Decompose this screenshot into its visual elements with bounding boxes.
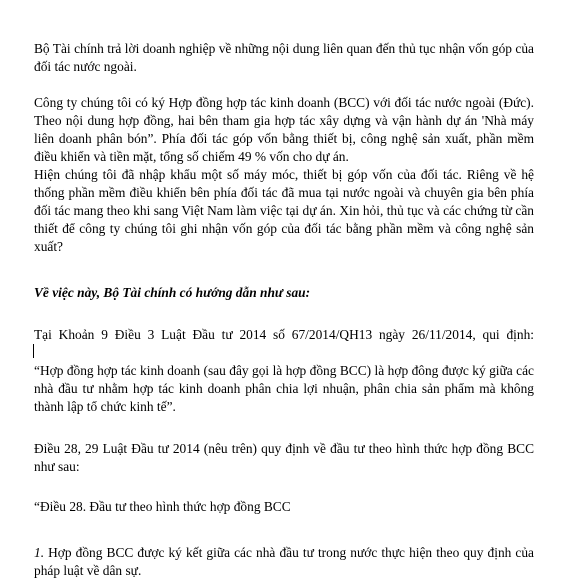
text-cursor xyxy=(33,344,34,358)
clause-text: Hợp đồng BCC được ký kết giữa các nhà đầu tư trong nước thực hiện theo quy định của pháp luật về dân sự. xyxy=(34,545,534,578)
bcc-definition-quote: “Hợp đồng hợp tác kinh doanh (sau đây gọi là hợp đồng BCC) là hợp đông được ký giữa các nhà đầu tư nhằm hợp tác kinh doanh phân chia lợi nhuận, phân chia sản phẩm mà không thành lập tổ chức kinh tế”. xyxy=(34,363,534,414)
question-paragraph-2: Hiện chúng tôi đã nhập khẩu một số máy móc, thiết bị góp vốn của đối tác. Riêng về hệ thống phần mềm điều khiển bên phía đối tác đã mua tại nước ngoài và chuyên gia bên phía đối tác mang theo khi sang Việt Nam làm việc tại dự án. Xin hỏi, thủ tục và các chứng từ cần thiết để công ty chúng tôi ghi nhận vốn góp của đối tác bằng phần mềm và công nghệ sản xuất? xyxy=(34,167,534,254)
question-paragraph-1: Công ty chúng tôi có ký Hợp đồng hợp tác kinh doanh (BCC) với đối tác nước ngoài (Đức). Theo nội dung hợp đồng, hai bên tham gia hợp tác xây dựng và vận hành dự án 'Nhà máy liên doanh phân bón”. Phía đối tác góp vốn bằng thiết bị, công nghệ sản xuất, phần mềm điều khiển và tiền mặt, tổng số chiếm 49 % vốn cho dự án. xyxy=(34,95,534,164)
law-citation-paragraph: Tại Khoản 9 Điều 3 Luật Đầu tư 2014 số 67/2014/QH13 ngày 26/11/2014, qui định: xyxy=(34,327,534,342)
clause-number: 1. xyxy=(34,545,45,560)
article-28-clause-1 xyxy=(34,544,534,580)
intro-paragraph: Bộ Tài chính trả lời doanh nghiệp về những nội dung liên quan đến thủ tục nhận vốn góp của đối tác nước ngoài. xyxy=(34,41,534,74)
article-28-title: “Điều 28. Đầu tư theo hình thức hợp đồng BCC xyxy=(34,499,291,514)
articles-intro-paragraph: Điều 28, 29 Luật Đầu tư 2014 (nêu trên) quy định về đầu tư theo hình thức hợp đồng BCC như sau: xyxy=(34,441,534,474)
answer-heading: Về việc này, Bộ Tài chính có hướng dẫn như sau: xyxy=(34,285,311,300)
